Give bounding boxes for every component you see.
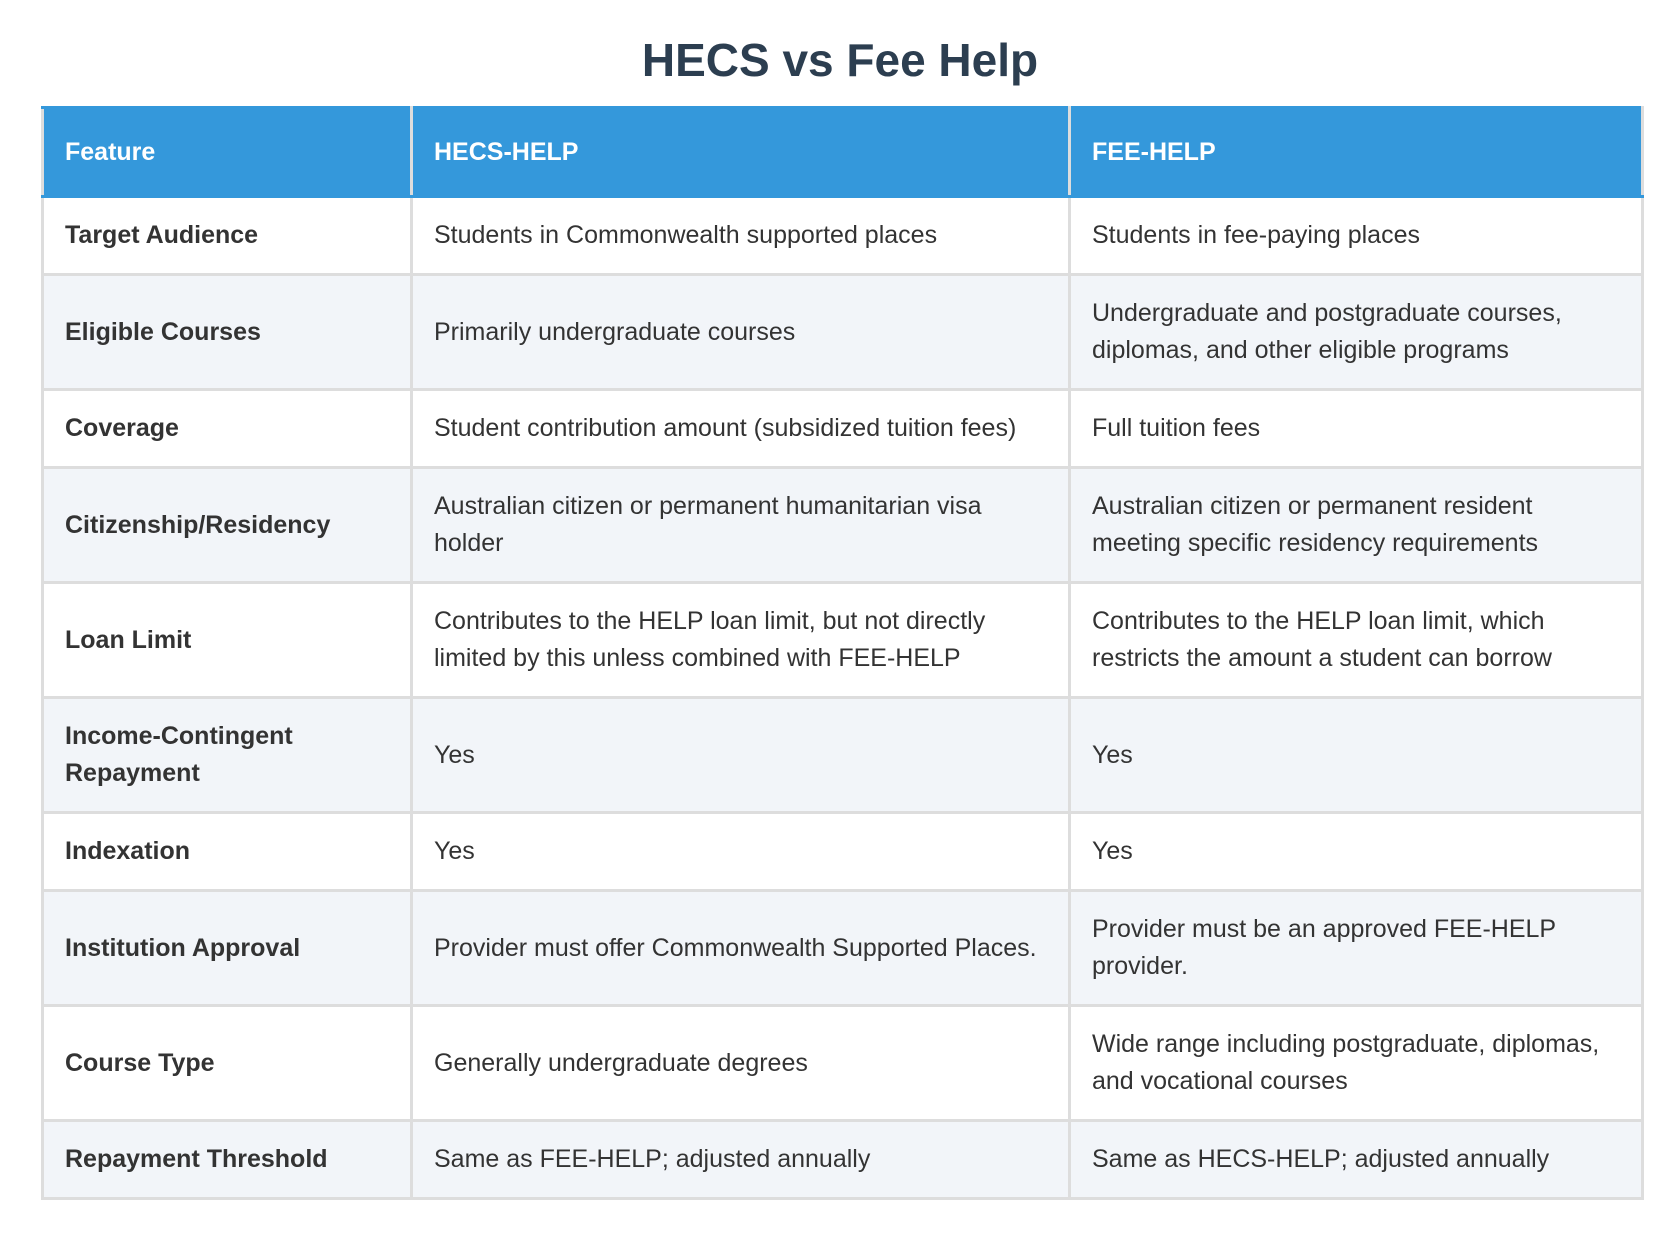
hecs-help-cell: Same as FEE-HELP; adjusted annually: [412, 1121, 1070, 1199]
feature-cell: Target Audience: [43, 197, 412, 275]
feature-cell: Indexation: [43, 813, 412, 891]
column-header-hecs-help: HECS-HELP: [412, 108, 1070, 197]
fee-help-cell: Same as HECS-HELP; adjusted annually: [1070, 1121, 1643, 1199]
table-row: [43, 891, 1643, 1006]
hecs-help-cell: Yes: [412, 698, 1070, 813]
hecs-help-cell: Student contribution amount (subsidized tuition fees): [412, 390, 1070, 468]
fee-help-cell: Students in fee-paying places: [1070, 197, 1643, 275]
fee-help-cell: Provider must be an approved FEE-HELP provider.: [1070, 891, 1643, 1006]
table-row: [43, 197, 1643, 275]
fee-help-cell: Yes: [1070, 813, 1643, 891]
table-row: [43, 275, 1643, 390]
table-row: [43, 1121, 1643, 1199]
page-title: HECS vs Fee Help: [641, 34, 1039, 86]
feature-cell: Income-Contingent Repayment: [43, 698, 412, 813]
table-row: [43, 390, 1643, 468]
table-row: [43, 583, 1643, 698]
feature-cell: Institution Approval: [43, 891, 412, 1006]
column-header-feature: Feature: [43, 108, 412, 197]
fee-help-cell: Full tuition fees: [1070, 390, 1643, 468]
hecs-help-cell: Students in Commonwealth supported places: [412, 197, 1070, 275]
column-header-fee-help: FEE-HELP: [1070, 108, 1643, 197]
table-row: [43, 698, 1643, 813]
table-row: [43, 1006, 1643, 1121]
table-row: [43, 813, 1643, 891]
comparison-table: [41, 106, 1644, 1200]
hecs-help-cell: Generally undergraduate degrees: [412, 1006, 1070, 1121]
feature-cell: Eligible Courses: [43, 275, 412, 390]
feature-cell: Coverage: [43, 390, 412, 468]
feature-cell: Citizenship/Residency: [43, 468, 412, 583]
table-row: [43, 468, 1643, 583]
hecs-help-cell: Yes: [412, 813, 1070, 891]
hecs-help-cell: Australian citizen or permanent humanitarian visa holder: [412, 468, 1070, 583]
fee-help-cell: Yes: [1070, 698, 1643, 813]
fee-help-cell: Wide range including postgraduate, diplomas, and vocational courses: [1070, 1006, 1643, 1121]
hecs-help-cell: Provider must offer Commonwealth Supported Places.: [412, 891, 1070, 1006]
feature-cell: Course Type: [43, 1006, 412, 1121]
fee-help-cell: Undergraduate and postgraduate courses, diplomas, and other eligible programs: [1070, 275, 1643, 390]
hecs-help-cell: Contributes to the HELP loan limit, but not directly limited by this unless combined with FEE-HELP: [412, 583, 1070, 698]
table-header-row: [43, 108, 1643, 197]
fee-help-cell: Contributes to the HELP loan limit, which restricts the amount a student can borrow: [1070, 583, 1643, 698]
feature-cell: Loan Limit: [43, 583, 412, 698]
feature-cell: Repayment Threshold: [43, 1121, 412, 1199]
hecs-help-cell: Primarily undergraduate courses: [412, 275, 1070, 390]
fee-help-cell: Australian citizen or permanent resident meeting specific residency requirements: [1070, 468, 1643, 583]
